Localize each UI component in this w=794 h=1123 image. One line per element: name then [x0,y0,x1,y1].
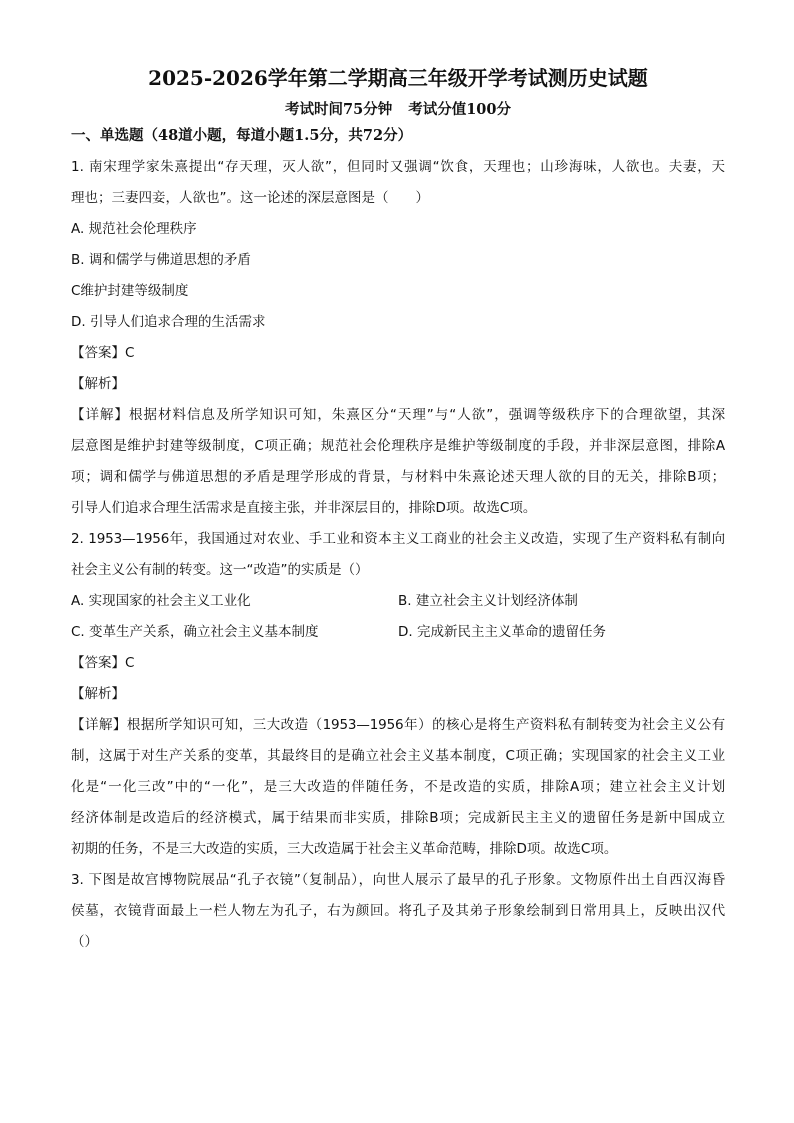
option-d: D. 引导人们追求合理的生活需求 [71,314,266,330]
explanation-line: 化是“一化三改”中的“一化”，是三大改造的伴随任务，不是改造的实质，排除A项；建立社会主义计划 [71,779,725,795]
explanation-line: 层意图是维护封建等级制度，C项正确；规范社会伦理秩序是维护等级制度的手段，并非深层意图，排除A [71,438,725,454]
option-c: C. 变革生产关系，确立社会主义基本制度 [71,624,319,640]
question-stem-line: 侯墓，衣镜背面最上一栏人物左为孔子，右为颜回。将孔子及其弟子形象绘制到日常用具上，反映出汉代 [71,903,725,919]
option-a: A. 规范社会伦理秩序 [71,221,197,237]
question-stem-line: 2. 1953—1956年，我国通过对农业、手工业和资本主义工商业的社会主义改造，实现了生产资料私有制向 [71,531,725,547]
explanation-line: 经济体制是改造后的经济模式，属于结果而非实质，排除B项；完成新民主主义的遗留任务是新中国成立 [71,810,725,826]
exam-time: 考试时间75分钟 [285,101,393,118]
analysis-label: 【解析】 [71,686,125,702]
question-stem-line: 3. 下图是故宫博物院展品“孔子衣镜”（复制品），向世人展示了最早的孔子形象。文物原件出土自西汉海昏 [71,872,725,888]
option-c: C维护封建等级制度 [71,283,189,299]
explanation-line: 【详解】根据所学知识可知，三大改造（1953—1956年）的核心是将生产资料私有制转变为社会主义公有 [71,717,725,733]
answer-label: 【答案】C [71,345,135,361]
question-1 [71,152,725,524]
exam-page [71,64,725,958]
option-a: A. 实现国家的社会主义工业化 [71,593,251,609]
options-row [71,617,725,648]
analysis-label: 【解析】 [71,376,125,392]
page-title: 2025-2026学年第二学期高三年级开学考试测历史试题 [148,66,648,90]
section-title: 一、单选题（48道小题，每道小题1.5分，共72分） [71,127,413,144]
answer-label: 【答案】C [71,655,135,671]
option-b: B. 建立社会主义计划经济体制 [398,593,578,609]
question-3 [71,865,725,958]
explanation-line: 初期的任务，不是三大改造的实质，三大改造属于社会主义革命范畴，排除D项。故选C项。 [71,841,618,857]
explanation-line: 项；调和儒学与佛道思想的矛盾是理学形成的背景，与材料中朱熹论述天理人欲的目的无关，排除B项； [71,469,725,485]
option-b: B. 调和儒学与佛道思想的矛盾 [71,252,251,268]
question-stem-line: 社会主义公有制的转变。这一“改造”的实质是（） [71,562,369,578]
explanation-line: 制，这属于对生产关系的变革，其最终目的是确立社会主义基本制度，C项正确；实现国家的社会主义工业 [71,748,725,764]
explanation-line: 引导人们追求合理生活需求是直接主张，并非深层目的，排除D项。故选C项。 [71,500,537,516]
exam-info [71,100,725,120]
question-stem-line: 理也；三妻四妾，人欲也”。这一论述的深层意图是（ ） [71,190,429,206]
options-row [71,586,725,617]
question-stem-line: （） [71,934,98,950]
question-stem-line: 1. 南宋理学家朱熹提出“存天理，灭人欲”，但同时又强调“饮食，天理也；山珍海味，人欲也。夫妻，天 [71,159,725,175]
explanation-line: 【详解】根据材料信息及所学知识可知，朱熹区分“天理”与“人欲”，强调等级秩序下的合理欲望，其深 [71,407,725,423]
exam-score: 考试分值100分 [408,101,511,118]
question-2 [71,524,725,865]
option-d: D. 完成新民主主义革命的遗留任务 [398,624,606,640]
